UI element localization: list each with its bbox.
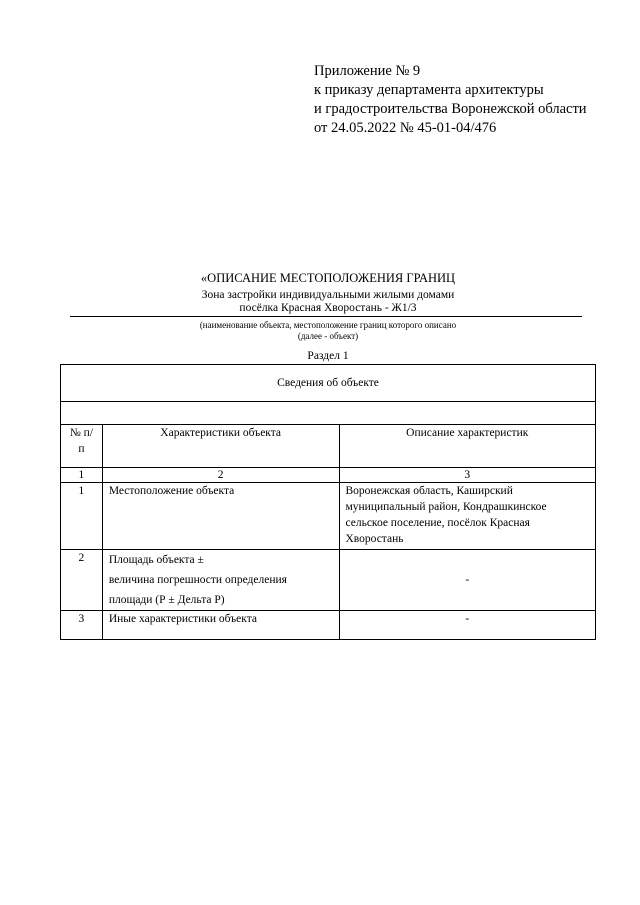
row-num: 2 <box>61 550 103 611</box>
characteristic-line: величина погрешности определения <box>108 574 287 586</box>
row-num: 3 <box>61 611 103 640</box>
appendix-block <box>314 62 634 138</box>
column-header-row <box>61 425 596 468</box>
row-characteristic: Иные характеристики объекта <box>102 611 339 640</box>
object-name-line: Зона застройки индивидуальными жилыми домами <box>201 289 455 301</box>
caption-line: (далее - объект) <box>297 331 359 341</box>
table-row <box>61 550 596 611</box>
caption-line: (наименование объекта, местоположение границ которого описано <box>199 320 457 330</box>
col-header-description: Описание характеристик <box>339 425 596 468</box>
col-number: 1 <box>61 468 103 483</box>
table-heading: Сведения об объекте <box>61 365 596 402</box>
appendix-line: от 24.05.2022 № 45-01-04/476 <box>314 120 497 136</box>
object-name <box>60 289 596 315</box>
document-title: «ОПИСАНИЕ МЕСТОПОЛОЖЕНИЯ ГРАНИЦ <box>200 271 456 285</box>
table-row <box>61 483 596 550</box>
object-name-line: посёлка Красная Хворостань - Ж1/3 <box>239 302 417 314</box>
row-characteristic <box>102 550 339 611</box>
object-name-caption <box>60 320 596 342</box>
characteristic-line: Площадь объекта ± <box>108 554 204 566</box>
table-heading-row <box>61 365 596 402</box>
empty-cell <box>61 402 596 425</box>
characteristic-line: площади (Р ± Дельта Р) <box>108 594 225 606</box>
row-description: - <box>339 550 596 611</box>
row-characteristic: Местоположение объекта <box>102 483 339 550</box>
col-number: 2 <box>102 468 339 483</box>
object-name-underline <box>70 316 582 317</box>
appendix-line: Приложение № 9 <box>314 63 421 79</box>
appendix-line: и градостроительства Воронежской области <box>314 101 587 117</box>
section-label: Раздел 1 <box>307 350 349 362</box>
row-description: Воронежская область, Каширский муниципальный район, Кондрашкинское сельское поселение, посёлок Красная Хворостань <box>339 483 596 550</box>
object-info-table <box>60 364 596 640</box>
col-number: 3 <box>339 468 596 483</box>
table-row <box>61 611 596 640</box>
row-num: 1 <box>61 483 103 550</box>
col-header-num: № п/п <box>61 425 103 468</box>
table-empty-row <box>61 402 596 425</box>
column-number-row <box>61 468 596 483</box>
appendix-line: к приказу департамента архитектуры <box>314 82 544 98</box>
col-header-characteristics: Характеристики объекта <box>102 425 339 468</box>
row-description: - <box>339 611 596 640</box>
